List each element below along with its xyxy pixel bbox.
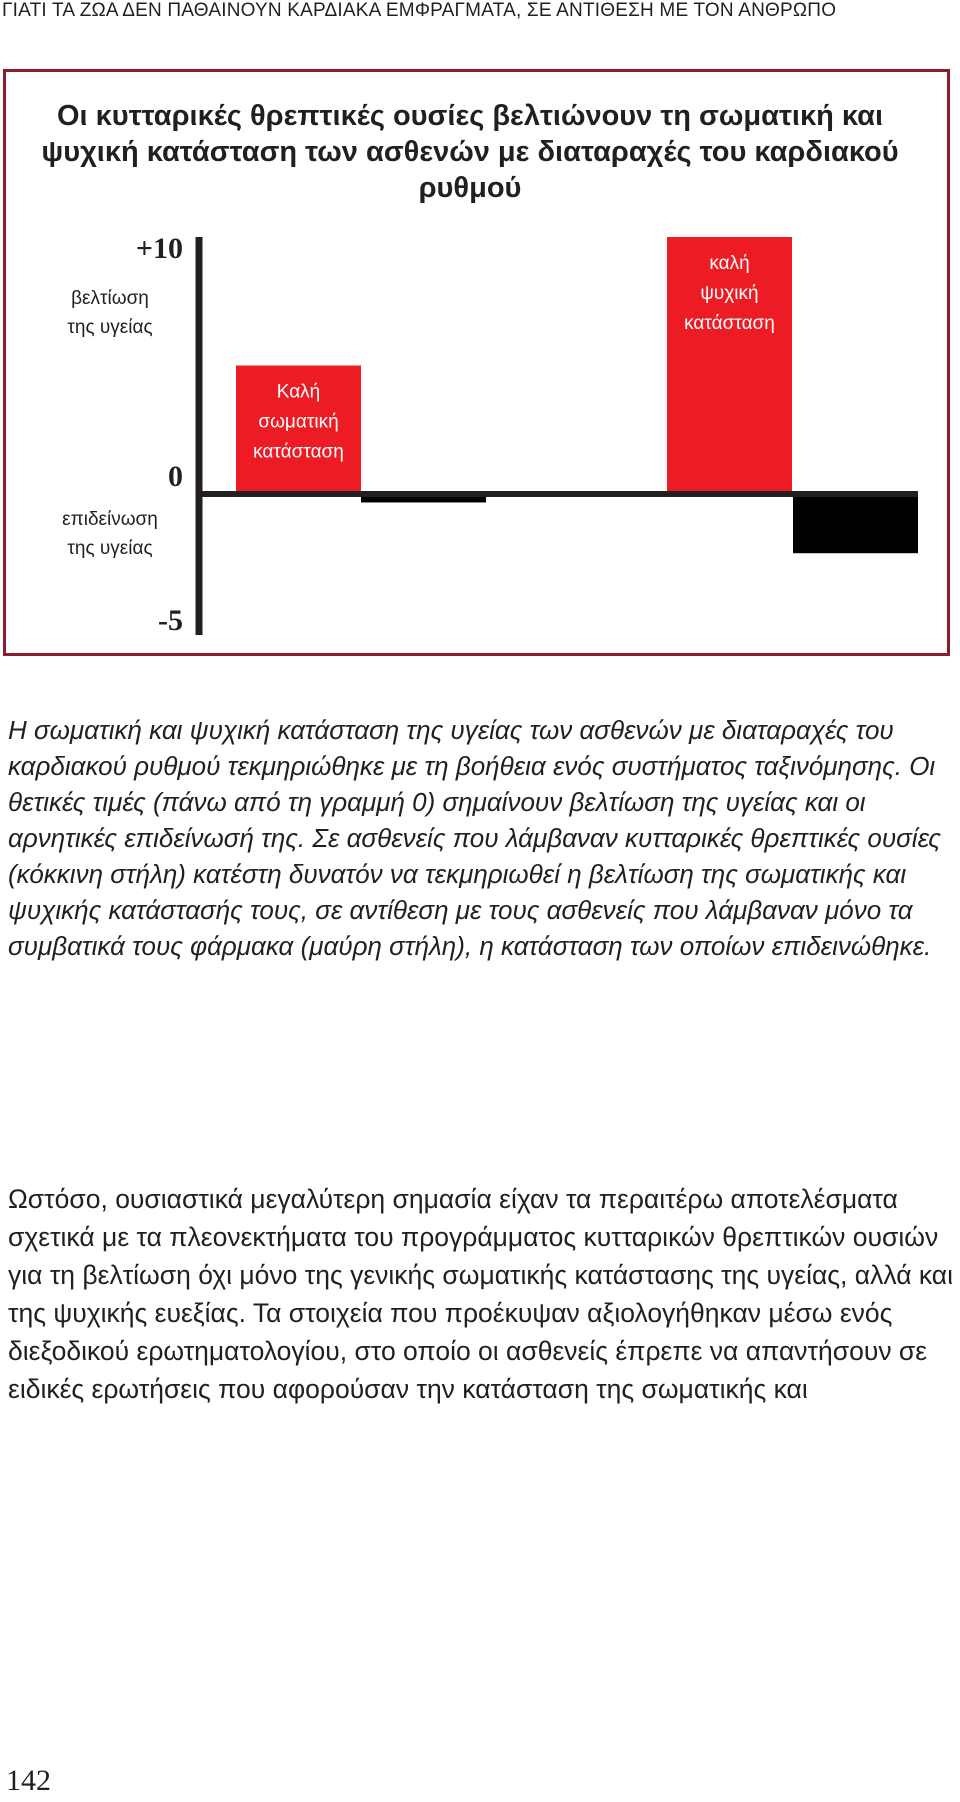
y-tick-label: -5	[158, 604, 183, 637]
bar-conventional-2	[793, 494, 918, 553]
zone-label-deterioration: της υγείας	[67, 538, 153, 559]
bar-label-line: κατάσταση	[253, 441, 344, 463]
y-tick-label: +10	[135, 232, 183, 265]
body-paragraph: Ωστόσο, ουσιαστικά μεγαλύτερη σημασία είχαν τα περαιτέρω αποτελέσματα σχετικά με τα πλεονεκτήματα του προγράμματος κυτταρικών θρεπτικών ουσιών για τη βελτίωση όχι μόνο της γενικής σωματικής κατάστασης της υγείας, αλλά και της ψυχικής ευεξίας. Τα στοιχεία που προέκυψαν αξιολογήθηκαν μέσω ενός διεξοδικού ερωτηματολογίου, στο οποίο οι ασθενείς έπρεπε να απαντήσουν σε ειδικές ερωτήσεις που αφορούσαν την κατάσταση της σωματικής και	[8, 1184, 954, 1404]
bar-label-line: ψυχική	[700, 283, 759, 304]
bar-label-line: σωματική	[258, 411, 339, 433]
running-header: ΓΙΑΤΙ ΤΑ ΖΩΑ ΔΕΝ ΠΑΘΑΙΝΟΥΝ ΚΑΡΔΙΑΚΑ ΕΜΦΡΑΓΜΑΤΑ, ΣΕ ΑΝΤΙΘΕΣΗ ΜΕ ΤΟΝ ΑΝΘΡΩΠΟ	[2, 0, 837, 21]
bar-nutrients-2	[667, 237, 792, 494]
bar-label-line: κατάσταση	[684, 313, 775, 334]
zone-label-improvement: βελτίωση	[71, 288, 149, 309]
y-tick-label: 0	[168, 460, 183, 493]
chart-title: Οι κυτταρικές θρεπτικές ουσίες βελτιώνουν τη σωματική και ψυχική κατάσταση των ασθενών με διαταραχές του καρδιακού ρυθμού	[41, 100, 899, 204]
zone-label-deterioration: επιδείνωση	[62, 509, 158, 530]
bar-label-line: Καλή	[276, 381, 321, 403]
bar-label-line: καλή	[709, 253, 750, 274]
zone-label-improvement: της υγείας	[67, 317, 153, 338]
page-number: 142	[6, 1764, 51, 1797]
figure-caption: Η σωματική και ψυχική κατάσταση της υγείας των ασθενών με διαταραχές του καρδιακού ρυθμού τεκμηριώθηκε με τη βοήθεια ενός συστήματος ταξινόμησης. Οι θετικές τιμές (πάνω από τη γραμμή 0) σημαίνουν βελτίωση της υγείας και οι αρνητικές επιδείνωσή της. Σε ασθενείς που λάμβαναν κυτταρικές θρεπτικές ουσίες (κόκκινη στήλη) κατέστη δυνατόν να τεκμηριωθεί η βελτίωση της σωματικής και ψυχικής κατάστασής τους, σε αντίθεση με τους ασθενείς που λάμβαναν μόνο τα συμβατικά τους φάρμακα (μαύρη στήλη), η κατάσταση των οποίων επιδεινώθηκε.	[8, 715, 941, 961]
bar-chart	[0, 0, 960, 700]
